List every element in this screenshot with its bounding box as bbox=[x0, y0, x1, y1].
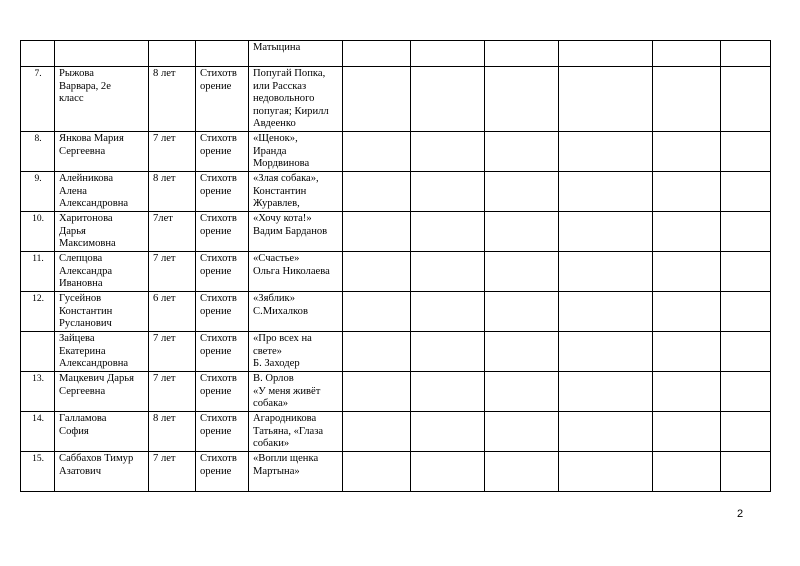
cell-work: «Злая собака», Константин Журавлев, bbox=[249, 172, 343, 212]
cell-col6 bbox=[343, 132, 411, 172]
cell-col9 bbox=[559, 252, 653, 292]
cell-num: 14. bbox=[21, 412, 55, 452]
cell-col8 bbox=[485, 67, 559, 132]
cell-col8 bbox=[485, 252, 559, 292]
cell-name: Янкова Мария Сергеевна bbox=[55, 132, 149, 172]
cell-col9 bbox=[559, 332, 653, 372]
cell-num: 13. bbox=[21, 372, 55, 412]
table-row bbox=[21, 252, 771, 292]
table-row bbox=[21, 372, 771, 412]
table-row bbox=[21, 452, 771, 492]
cell-col7 bbox=[411, 132, 485, 172]
cell-work: «Счастье» Ольга Николаева bbox=[249, 252, 343, 292]
cell-col10 bbox=[653, 67, 721, 132]
cell-genre: Стихотв орение bbox=[196, 372, 249, 412]
cell-num bbox=[21, 41, 55, 67]
cell-num: 11. bbox=[21, 252, 55, 292]
cell-col6 bbox=[343, 412, 411, 452]
cell-work: «Хочу кота!» Вадим Барданов bbox=[249, 212, 343, 252]
cell-age: 7 лет bbox=[149, 452, 196, 492]
cell-col6 bbox=[343, 67, 411, 132]
table-row bbox=[21, 172, 771, 212]
cell-col10 bbox=[653, 41, 721, 67]
cell-age: 7 лет bbox=[149, 372, 196, 412]
cell-age: 8 лет bbox=[149, 412, 196, 452]
cell-col9 bbox=[559, 172, 653, 212]
table-row bbox=[21, 67, 771, 132]
cell-age: 7 лет bbox=[149, 252, 196, 292]
cell-genre bbox=[196, 41, 249, 67]
cell-col8 bbox=[485, 412, 559, 452]
page-number: 2 bbox=[737, 508, 744, 520]
cell-col8 bbox=[485, 452, 559, 492]
cell-col6 bbox=[343, 372, 411, 412]
cell-work: «Вопли щенка Мартына» bbox=[249, 452, 343, 492]
table-row bbox=[21, 332, 771, 372]
cell-col7 bbox=[411, 212, 485, 252]
cell-name: Саббахов Тимур Азатович bbox=[55, 452, 149, 492]
cell-work: «Про всех на свете» Б. Заходер bbox=[249, 332, 343, 372]
cell-col11 bbox=[721, 212, 771, 252]
cell-col10 bbox=[653, 252, 721, 292]
cell-col8 bbox=[485, 292, 559, 332]
cell-col9 bbox=[559, 412, 653, 452]
cell-col6 bbox=[343, 252, 411, 292]
cell-col11 bbox=[721, 41, 771, 67]
cell-col9 bbox=[559, 212, 653, 252]
cell-col10 bbox=[653, 212, 721, 252]
cell-genre: Стихотв орение bbox=[196, 292, 249, 332]
cell-col10 bbox=[653, 292, 721, 332]
cell-col6 bbox=[343, 41, 411, 67]
cell-work: В. Орлов «У меня живёт собака» bbox=[249, 372, 343, 412]
cell-work: «Щенок», Иранда Мордвинова bbox=[249, 132, 343, 172]
cell-age: 8 лет bbox=[149, 67, 196, 132]
cell-col9 bbox=[559, 452, 653, 492]
cell-col8 bbox=[485, 41, 559, 67]
cell-col10 bbox=[653, 452, 721, 492]
cell-col7 bbox=[411, 452, 485, 492]
cell-col11 bbox=[721, 412, 771, 452]
cell-genre: Стихотв орение bbox=[196, 332, 249, 372]
table-row bbox=[21, 212, 771, 252]
cell-col6 bbox=[343, 212, 411, 252]
cell-age: 8 лет bbox=[149, 172, 196, 212]
cell-age: 6 лет bbox=[149, 292, 196, 332]
cell-col7 bbox=[411, 41, 485, 67]
cell-genre: Стихотв орение bbox=[196, 67, 249, 132]
cell-col11 bbox=[721, 292, 771, 332]
table-row bbox=[21, 292, 771, 332]
cell-col11 bbox=[721, 252, 771, 292]
cell-col10 bbox=[653, 172, 721, 212]
cell-num: 8. bbox=[21, 132, 55, 172]
cell-work: Попугай Попка, или Рассказ недовольного попугая; Кирилл Авдеенко bbox=[249, 67, 343, 132]
cell-name: Галламова София bbox=[55, 412, 149, 452]
cell-name: Зайцева Екатерина Александровна bbox=[55, 332, 149, 372]
cell-name: Гусейнов Константин Русланович bbox=[55, 292, 149, 332]
cell-col9 bbox=[559, 372, 653, 412]
participants-table bbox=[20, 40, 771, 492]
cell-col7 bbox=[411, 172, 485, 212]
cell-col10 bbox=[653, 132, 721, 172]
cell-name: Рыжова Варвара, 2е класс bbox=[55, 67, 149, 132]
cell-genre: Стихотв орение bbox=[196, 172, 249, 212]
cell-num: 12. bbox=[21, 292, 55, 332]
cell-genre: Стихотв орение bbox=[196, 252, 249, 292]
cell-col10 bbox=[653, 372, 721, 412]
cell-col9 bbox=[559, 41, 653, 67]
cell-col6 bbox=[343, 332, 411, 372]
cell-name: Харитонова Дарья Максимовна bbox=[55, 212, 149, 252]
table-row bbox=[21, 41, 771, 67]
cell-work: «Зяблик» С.Михалков bbox=[249, 292, 343, 332]
cell-num: 9. bbox=[21, 172, 55, 212]
cell-name: Алейникова Алена Александровна bbox=[55, 172, 149, 212]
cell-age bbox=[149, 41, 196, 67]
cell-num: 7. bbox=[21, 67, 55, 132]
cell-col6 bbox=[343, 452, 411, 492]
cell-col6 bbox=[343, 292, 411, 332]
table-row bbox=[21, 132, 771, 172]
cell-name: Слепцова Александра Ивановна bbox=[55, 252, 149, 292]
cell-age: 7 лет bbox=[149, 132, 196, 172]
cell-col7 bbox=[411, 292, 485, 332]
cell-col7 bbox=[411, 252, 485, 292]
cell-col7 bbox=[411, 372, 485, 412]
cell-name bbox=[55, 41, 149, 67]
cell-col9 bbox=[559, 132, 653, 172]
cell-col8 bbox=[485, 332, 559, 372]
cell-genre: Стихотв орение bbox=[196, 212, 249, 252]
cell-col8 bbox=[485, 212, 559, 252]
cell-col10 bbox=[653, 412, 721, 452]
cell-col11 bbox=[721, 452, 771, 492]
cell-col8 bbox=[485, 372, 559, 412]
cell-col7 bbox=[411, 67, 485, 132]
cell-genre: Стихотв орение bbox=[196, 412, 249, 452]
cell-genre: Стихотв орение bbox=[196, 132, 249, 172]
table-row bbox=[21, 412, 771, 452]
cell-col7 bbox=[411, 412, 485, 452]
cell-col11 bbox=[721, 67, 771, 132]
cell-age: 7лет bbox=[149, 212, 196, 252]
cell-col10 bbox=[653, 332, 721, 372]
cell-col6 bbox=[343, 172, 411, 212]
cell-col7 bbox=[411, 332, 485, 372]
cell-col8 bbox=[485, 172, 559, 212]
cell-col11 bbox=[721, 132, 771, 172]
cell-col8 bbox=[485, 132, 559, 172]
cell-num bbox=[21, 332, 55, 372]
cell-work: Агародникова Татьяна, «Глаза собаки» bbox=[249, 412, 343, 452]
cell-col11 bbox=[721, 172, 771, 212]
cell-genre: Стихотв орение bbox=[196, 452, 249, 492]
cell-num: 10. bbox=[21, 212, 55, 252]
cell-col11 bbox=[721, 332, 771, 372]
cell-col9 bbox=[559, 67, 653, 132]
cell-num: 15. bbox=[21, 452, 55, 492]
cell-col11 bbox=[721, 372, 771, 412]
cell-col9 bbox=[559, 292, 653, 332]
cell-name: Мацкевич Дарья Сергеевна bbox=[55, 372, 149, 412]
cell-work: Матыцина bbox=[249, 41, 343, 67]
cell-age: 7 лет bbox=[149, 332, 196, 372]
